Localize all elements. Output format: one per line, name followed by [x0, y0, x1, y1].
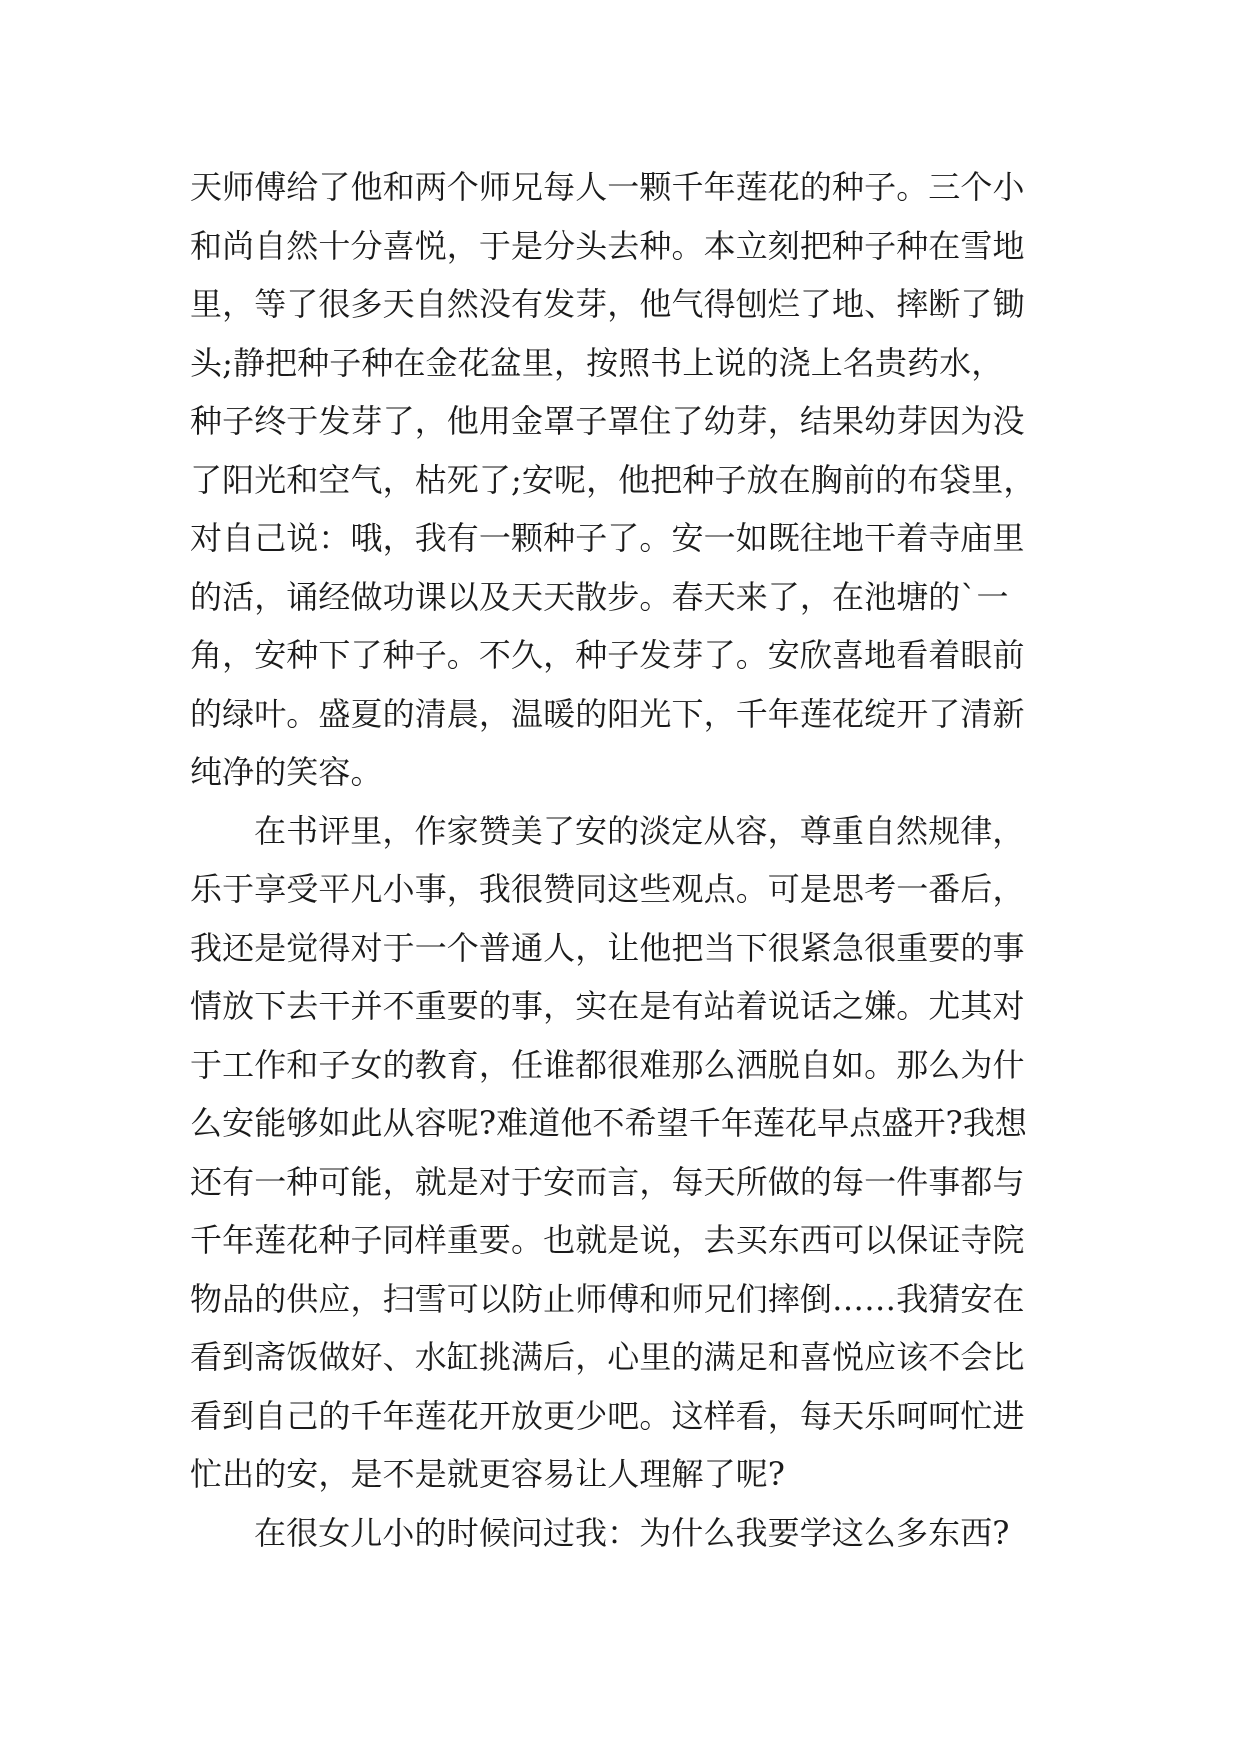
text-line: 还有一种可能，就是对于安而言，每天所做的每一件事都与 — [190, 1162, 1025, 1201]
text-line: 于工作和子女的教育，任谁都很难那么洒脱自如。那么为什 — [190, 1045, 1025, 1084]
text-line: 我还是觉得对于一个普通人，让他把当下很紧急很重要的事 — [190, 928, 1025, 967]
text-line: 看到斋饭做好、水缸挑满后，心里的满足和喜悦应该不会比 — [190, 1338, 1025, 1376]
paragraph — [190, 1504, 1052, 1563]
text-line: 忙出的安，是不是就更容易让人理解了呢? — [190, 1455, 786, 1493]
text-line: 情放下去干并不重要的事，实在是有站着说话之嫌。尤其对 — [190, 987, 1025, 1025]
text-line: 头;静把种子种在金花盆里，按照书上说的浇上名贵药水， — [190, 343, 1004, 382]
text-line: 看到自己的千年莲花开放更少吧。这样看，每天乐呵呵忙进 — [190, 1396, 1025, 1435]
text-line: 物品的供应，扫雪可以防止师傅和师兄们摔倒……我猜安在 — [190, 1279, 1025, 1318]
body-text — [190, 158, 1052, 1562]
text-line: 的活，诵经做功课以及天天散步。春天来了，在池塘的`一 — [190, 577, 1009, 616]
text-line: 里，等了很多天自然没有发芽，他气得刨烂了地、摔断了锄 — [190, 285, 1025, 323]
text-line: 纯净的笑容。 — [190, 753, 383, 791]
text-line: 角，安种下了种子。不久，种子发芽了。安欣喜地看着眼前 — [190, 636, 1025, 674]
text-line: 的绿叶。盛夏的清晨，温暖的阳光下，千年莲花绽开了清新 — [190, 694, 1025, 733]
text-line: 种子终于发芽了，他用金罩子罩住了幼芽，结果幼芽因为没 — [190, 402, 1025, 440]
text-line: 千年莲花种子同样重要。也就是说，去买东西可以保证寺院 — [190, 1221, 1025, 1259]
paragraph — [190, 158, 1052, 802]
text-line: 在书评里，作家赞美了安的淡定从容，尊重自然规律， — [254, 811, 1025, 850]
text-line: 和尚自然十分喜悦，于是分头去种。本立刻把种子种在雪地 — [190, 226, 1025, 265]
text-line: 在很女儿小的时候问过我：为什么我要学这么多东西? — [254, 1513, 1010, 1552]
text-line: 么安能够如此从容呢?难道他不希望千年莲花早点盛开?我想 — [190, 1104, 1028, 1142]
text-line: 乐于享受平凡小事，我很赞同这些观点。可是思考一番后， — [190, 870, 1025, 908]
text-line: 对自己说：哦，我有一颗种子了。安一如既往地干着寺庙里 — [190, 519, 1025, 557]
text-line: 天师傅给了他和两个师兄每人一颗千年莲花的种子。三个小 — [190, 168, 1025, 206]
text-line: 了阳光和空气，枯死了;安呢，他把种子放在胸前的布袋里， — [190, 460, 1036, 499]
paragraph — [190, 802, 1052, 1504]
